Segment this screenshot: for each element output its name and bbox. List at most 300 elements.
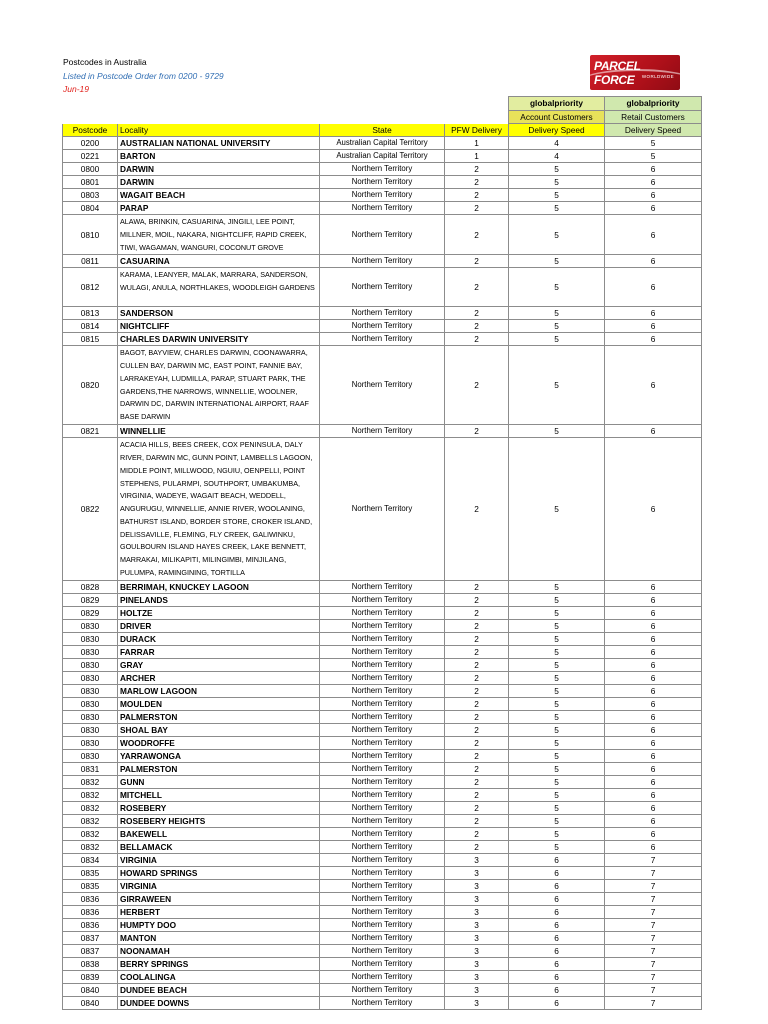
state-cell: Northern Territory (320, 268, 445, 307)
locality-cell: KARAMA, LEANYER, MALAK, MARRARA, SANDERSON, WULAGI, ANULA, NORTHLAKES, WOODLEIGH GARDENS (118, 268, 320, 307)
postcode-cell: 0830 (63, 658, 118, 671)
locality-cell: WOODROFFE (118, 736, 320, 749)
state-cell: Northern Territory (320, 866, 445, 879)
pfw-delivery-cell: 2 (445, 307, 509, 320)
state-cell: Northern Territory (320, 580, 445, 593)
locality-cell: BAGOT, BAYVIEW, CHARLES DARWIN, COONAWARRA, CULLEN BAY, DARWIN MC, EAST POINT, FANNIE BAY, LARRAKEYAH, LUDMILLA, PARAP, STUART PARK, THE GARDENS,THE NARROWS, WINNELLIE, WOOLNER, DARWIN DC, DARWIN INTERNATIONAL AIRPORT, RAAF BASE DARWIN (118, 346, 320, 425)
parcelforce-logo (590, 55, 680, 90)
table-row (63, 736, 702, 749)
postcode-cell: 0829 (63, 606, 118, 619)
pfw-delivery-cell: 2 (445, 671, 509, 684)
table-row (63, 137, 702, 150)
state-cell: Northern Territory (320, 684, 445, 697)
state-cell: Northern Territory (320, 671, 445, 684)
logo-tagline: WORLDWIDE (641, 74, 674, 79)
postcode-cell: 0800 (63, 163, 118, 176)
locality-cell: DARWIN (118, 163, 320, 176)
retail-speed-cell: 6 (605, 840, 702, 853)
account-speed-cell: 6 (509, 853, 605, 866)
locality-cell: HOWARD SPRINGS (118, 866, 320, 879)
account-speed-cell: 5 (509, 215, 605, 255)
pfw-delivery-cell: 2 (445, 749, 509, 762)
table-row (63, 788, 702, 801)
locality-cell: GIRRAWEEN (118, 892, 320, 905)
retail-speed-cell: 5 (605, 150, 702, 163)
account-speed-cell: 5 (509, 840, 605, 853)
table-row (63, 163, 702, 176)
state-cell: Northern Territory (320, 879, 445, 892)
postcode-table (62, 96, 702, 1010)
locality-cell: DARWIN (118, 176, 320, 189)
state-cell: Northern Territory (320, 333, 445, 346)
postcode-cell: 0830 (63, 749, 118, 762)
retail-speed-cell: 7 (605, 918, 702, 931)
retail-speed-cell: 7 (605, 970, 702, 983)
pfw-delivery-cell: 2 (445, 580, 509, 593)
state-cell: Australian Capital Territory (320, 137, 445, 150)
table-row (63, 333, 702, 346)
retail-speed-cell: 6 (605, 176, 702, 189)
pfw-delivery-cell: 2 (445, 632, 509, 645)
postcode-cell: 0810 (63, 215, 118, 255)
locality-cell: ACACIA HILLS, BEES CREEK, COX PENINSULA, DALY RIVER, DARWIN MC, GUNN POINT, LAMBELLS LAGOON, MIDDLE POINT, MILLWOOD, NGUIU, OENPELLI, POINT STEPHENS, PULARMPI, SOUTHPORT, UMBAKUMBA, VIRGINIA, WADEYE, WAGAIT BEACH, WEDDELL, ANGURUGU, WINNELLIE, ANNIE RIVER, WOOLANING, BATHURST ISLAND, BORDER STORE, CROKER ISLAND, DELISSAVILLE, FLEMING, FLY CREEK, GALIWINKU, GOULBOURN ISLAND HAYES CREEK, LAKE BENNETT, MARRAKAI, MILIKAPITI, MILINGIMBI, MINJILANG, PULUMPA, RAMINGINING, TORTILLA (118, 438, 320, 580)
retail-speed-cell: 6 (605, 255, 702, 268)
postcode-cell: 0821 (63, 425, 118, 438)
postcode-cell: 0830 (63, 632, 118, 645)
retail-speed-cell: 6 (605, 814, 702, 827)
page-subtitle: Listed in Postcode Order from 0200 - 9729 (63, 71, 224, 81)
account-speed-cell: 5 (509, 710, 605, 723)
locality-cell: SANDERSON (118, 307, 320, 320)
postcode-cell: 0200 (63, 137, 118, 150)
state-cell: Northern Territory (320, 593, 445, 606)
retail-speed-cell: 6 (605, 320, 702, 333)
col-header-account-speed: Delivery Speed (509, 124, 605, 137)
postcode-cell: 0832 (63, 827, 118, 840)
table-row (63, 658, 702, 671)
locality-cell: HERBERT (118, 905, 320, 918)
postcode-cell: 0832 (63, 814, 118, 827)
pfw-delivery-cell: 3 (445, 892, 509, 905)
postcode-cell: 0830 (63, 684, 118, 697)
locality-cell: BARTON (118, 150, 320, 163)
table-row (63, 996, 702, 1009)
postcode-cell: 0811 (63, 255, 118, 268)
state-cell: Northern Territory (320, 905, 445, 918)
retail-speed-cell: 7 (605, 944, 702, 957)
retail-speed-cell: 6 (605, 163, 702, 176)
pfw-delivery-cell: 2 (445, 619, 509, 632)
retail-speed-cell: 6 (605, 736, 702, 749)
retail-speed-cell: 6 (605, 749, 702, 762)
locality-cell: ALAWA, BRINKIN, CASUARINA, JINGILI, LEE POINT, MILLNER, MOIL, NAKARA, NIGHTCLIFF, RAPID CREEK, TIWI, WAGAMAN, WANGURI, COCONUT GROVE (118, 215, 320, 255)
retail-speed-cell: 7 (605, 957, 702, 970)
retail-speed-cell: 7 (605, 931, 702, 944)
retail-speed-cell: 6 (605, 788, 702, 801)
account-speed-cell: 5 (509, 827, 605, 840)
locality-cell: BERRY SPRINGS (118, 957, 320, 970)
pfw-delivery-cell: 3 (445, 944, 509, 957)
table-row (63, 671, 702, 684)
state-cell: Northern Territory (320, 606, 445, 619)
pfw-delivery-cell: 2 (445, 320, 509, 333)
state-cell: Northern Territory (320, 918, 445, 931)
postcode-cell: 0836 (63, 918, 118, 931)
locality-cell: MANTON (118, 931, 320, 944)
table-row (63, 425, 702, 438)
postcode-cell: 0828 (63, 580, 118, 593)
postcode-cell: 0840 (63, 996, 118, 1009)
state-cell: Northern Territory (320, 853, 445, 866)
retail-speed-cell: 6 (605, 593, 702, 606)
account-speed-cell: 6 (509, 879, 605, 892)
table-row (63, 684, 702, 697)
locality-cell: DUNDEE BEACH (118, 983, 320, 996)
locality-cell: BAKEWELL (118, 827, 320, 840)
postcode-cell: 0830 (63, 697, 118, 710)
postcode-cell: 0801 (63, 176, 118, 189)
retail-speed-cell: 6 (605, 827, 702, 840)
table-row (63, 762, 702, 775)
account-speed-cell: 5 (509, 189, 605, 202)
account-speed-cell: 5 (509, 775, 605, 788)
table-row (63, 801, 702, 814)
table-row (63, 619, 702, 632)
table-row (63, 307, 702, 320)
pfw-delivery-cell: 2 (445, 189, 509, 202)
postcode-cell: 0832 (63, 775, 118, 788)
postcode-cell: 0830 (63, 710, 118, 723)
table-row (63, 346, 702, 425)
state-cell: Northern Territory (320, 320, 445, 333)
locality-cell: CASUARINA (118, 255, 320, 268)
retail-speed-cell: 6 (605, 189, 702, 202)
table-row (63, 853, 702, 866)
table-row (63, 918, 702, 931)
locality-cell: NOONAMAH (118, 944, 320, 957)
retail-speed-cell: 6 (605, 606, 702, 619)
pfw-delivery-cell: 2 (445, 268, 509, 307)
account-speed-cell: 5 (509, 202, 605, 215)
account-speed-cell: 6 (509, 996, 605, 1009)
postcode-cell: 0829 (63, 593, 118, 606)
pfw-delivery-cell: 3 (445, 879, 509, 892)
account-speed-cell: 5 (509, 788, 605, 801)
postcode-cell: 0832 (63, 840, 118, 853)
account-speed-cell: 5 (509, 684, 605, 697)
account-speed-cell: 5 (509, 619, 605, 632)
pfw-delivery-cell: 2 (445, 438, 509, 580)
table-row (63, 827, 702, 840)
state-cell: Northern Territory (320, 215, 445, 255)
account-speed-cell: 5 (509, 163, 605, 176)
account-group-title: globalpriority (509, 97, 605, 111)
pfw-delivery-cell: 1 (445, 137, 509, 150)
postcode-cell: 0803 (63, 189, 118, 202)
account-speed-cell: 5 (509, 814, 605, 827)
state-cell: Northern Territory (320, 983, 445, 996)
table-row (63, 970, 702, 983)
locality-cell: DUNDEE DOWNS (118, 996, 320, 1009)
table-row (63, 697, 702, 710)
table-row (63, 255, 702, 268)
table-row (63, 814, 702, 827)
pfw-delivery-cell: 2 (445, 346, 509, 425)
locality-cell: WAGAIT BEACH (118, 189, 320, 202)
pfw-delivery-cell: 2 (445, 723, 509, 736)
locality-cell: FARRAR (118, 645, 320, 658)
table-row (63, 645, 702, 658)
retail-speed-cell: 7 (605, 853, 702, 866)
postcode-cell: 0815 (63, 333, 118, 346)
postcode-cell: 0820 (63, 346, 118, 425)
postcode-cell: 0804 (63, 202, 118, 215)
state-cell: Northern Territory (320, 814, 445, 827)
retail-speed-cell: 7 (605, 866, 702, 879)
account-speed-cell: 6 (509, 892, 605, 905)
postcode-cell: 0830 (63, 736, 118, 749)
group-header-row-2 (63, 110, 702, 124)
account-speed-cell: 5 (509, 268, 605, 307)
postcode-cell: 0837 (63, 931, 118, 944)
account-speed-cell: 5 (509, 723, 605, 736)
pfw-delivery-cell: 2 (445, 697, 509, 710)
table-row (63, 215, 702, 255)
pfw-delivery-cell: 2 (445, 215, 509, 255)
state-cell: Northern Territory (320, 944, 445, 957)
table-row (63, 866, 702, 879)
pfw-delivery-cell: 3 (445, 931, 509, 944)
account-speed-cell: 5 (509, 658, 605, 671)
postcode-cell: 0838 (63, 957, 118, 970)
postcode-cell: 0835 (63, 866, 118, 879)
account-speed-cell: 6 (509, 983, 605, 996)
retail-speed-cell: 6 (605, 580, 702, 593)
state-cell: Northern Territory (320, 619, 445, 632)
pfw-delivery-cell: 3 (445, 905, 509, 918)
state-cell: Northern Territory (320, 307, 445, 320)
locality-cell: PARAP (118, 202, 320, 215)
state-cell: Northern Territory (320, 163, 445, 176)
state-cell: Northern Territory (320, 801, 445, 814)
retail-speed-cell: 6 (605, 801, 702, 814)
postcode-cell: 0814 (63, 320, 118, 333)
postcode-cell: 0836 (63, 905, 118, 918)
col-header-state: State (320, 124, 445, 137)
account-speed-cell: 6 (509, 905, 605, 918)
pfw-delivery-cell: 2 (445, 775, 509, 788)
pfw-delivery-cell: 2 (445, 163, 509, 176)
locality-cell: COOLALINGA (118, 970, 320, 983)
table-row (63, 189, 702, 202)
state-cell: Northern Territory (320, 775, 445, 788)
postcode-cell: 0221 (63, 150, 118, 163)
retail-speed-cell: 6 (605, 346, 702, 425)
account-speed-cell: 6 (509, 957, 605, 970)
pfw-delivery-cell: 2 (445, 176, 509, 189)
account-speed-cell: 4 (509, 150, 605, 163)
retail-speed-cell: 6 (605, 762, 702, 775)
pfw-delivery-cell: 2 (445, 658, 509, 671)
retail-speed-cell: 7 (605, 879, 702, 892)
locality-cell: DURACK (118, 632, 320, 645)
postcode-cell: 0835 (63, 879, 118, 892)
postcode-cell: 0832 (63, 801, 118, 814)
retail-group-subtitle: Retail Customers (605, 110, 702, 124)
locality-cell: YARRAWONGA (118, 749, 320, 762)
retail-speed-cell: 6 (605, 671, 702, 684)
retail-speed-cell: 6 (605, 658, 702, 671)
retail-group-title: globalpriority (605, 97, 702, 111)
pfw-delivery-cell: 2 (445, 645, 509, 658)
locality-cell: VIRGINIA (118, 879, 320, 892)
postcode-cell: 0837 (63, 944, 118, 957)
pfw-delivery-cell: 3 (445, 957, 509, 970)
account-speed-cell: 5 (509, 346, 605, 425)
postcode-cell: 0831 (63, 762, 118, 775)
locality-cell: MITCHELL (118, 788, 320, 801)
postcode-cell: 0813 (63, 307, 118, 320)
table-row (63, 749, 702, 762)
retail-speed-cell: 6 (605, 684, 702, 697)
table-row (63, 723, 702, 736)
pfw-delivery-cell: 2 (445, 333, 509, 346)
pfw-delivery-cell: 2 (445, 762, 509, 775)
state-cell: Northern Territory (320, 425, 445, 438)
table-row (63, 593, 702, 606)
state-cell: Northern Territory (320, 255, 445, 268)
postcode-cell: 0830 (63, 671, 118, 684)
state-cell: Northern Territory (320, 970, 445, 983)
state-cell: Northern Territory (320, 762, 445, 775)
account-speed-cell: 5 (509, 632, 605, 645)
account-speed-cell: 5 (509, 320, 605, 333)
table-row (63, 268, 702, 307)
locality-cell: ROSEBERY (118, 801, 320, 814)
state-cell: Northern Territory (320, 176, 445, 189)
locality-cell: HOLTZE (118, 606, 320, 619)
pfw-delivery-cell: 2 (445, 788, 509, 801)
state-cell: Northern Territory (320, 697, 445, 710)
account-speed-cell: 5 (509, 593, 605, 606)
state-cell: Northern Territory (320, 346, 445, 425)
account-speed-cell: 5 (509, 606, 605, 619)
account-speed-cell: 6 (509, 931, 605, 944)
retail-speed-cell: 6 (605, 645, 702, 658)
pfw-delivery-cell: 1 (445, 150, 509, 163)
retail-speed-cell: 6 (605, 268, 702, 307)
state-cell: Northern Territory (320, 632, 445, 645)
logo-brand: PARCEL FORCE (594, 59, 641, 87)
page-title: Postcodes in Australia (63, 57, 147, 67)
pfw-delivery-cell: 3 (445, 866, 509, 879)
pfw-delivery-cell: 3 (445, 996, 509, 1009)
table-row (63, 202, 702, 215)
col-header-pfw-delivery: PFW Delivery (445, 124, 509, 137)
table-row (63, 150, 702, 163)
group-header-row-1 (63, 97, 702, 111)
table-row (63, 892, 702, 905)
locality-cell: MARLOW LAGOON (118, 684, 320, 697)
retail-speed-cell: 7 (605, 905, 702, 918)
account-speed-cell: 5 (509, 255, 605, 268)
state-cell: Northern Territory (320, 710, 445, 723)
pfw-delivery-cell: 2 (445, 684, 509, 697)
retail-speed-cell: 6 (605, 333, 702, 346)
account-speed-cell: 5 (509, 333, 605, 346)
retail-speed-cell: 7 (605, 892, 702, 905)
state-cell: Northern Territory (320, 840, 445, 853)
account-speed-cell: 5 (509, 749, 605, 762)
table-row (63, 176, 702, 189)
locality-cell: SHOAL BAY (118, 723, 320, 736)
postcode-cell: 0832 (63, 788, 118, 801)
table-row (63, 632, 702, 645)
table-row (63, 905, 702, 918)
account-speed-cell: 5 (509, 736, 605, 749)
account-speed-cell: 6 (509, 866, 605, 879)
account-speed-cell: 5 (509, 645, 605, 658)
retail-speed-cell: 6 (605, 619, 702, 632)
locality-cell: CHARLES DARWIN UNIVERSITY (118, 333, 320, 346)
account-speed-cell: 5 (509, 438, 605, 580)
col-header-locality: Locality (118, 124, 320, 137)
locality-cell: NIGHTCLIFF (118, 320, 320, 333)
state-cell: Northern Territory (320, 736, 445, 749)
retail-speed-cell: 6 (605, 202, 702, 215)
locality-cell: GRAY (118, 658, 320, 671)
table-row (63, 580, 702, 593)
retail-speed-cell: 6 (605, 307, 702, 320)
col-header-postcode: Postcode (63, 124, 118, 137)
pfw-delivery-cell: 3 (445, 970, 509, 983)
postcode-cell: 0830 (63, 645, 118, 658)
retail-speed-cell: 6 (605, 215, 702, 255)
pfw-delivery-cell: 3 (445, 983, 509, 996)
postcode-cell: 0840 (63, 983, 118, 996)
retail-speed-cell: 6 (605, 710, 702, 723)
state-cell: Northern Territory (320, 892, 445, 905)
table-row (63, 710, 702, 723)
postcode-cell: 0812 (63, 268, 118, 307)
table-row (63, 944, 702, 957)
account-speed-cell: 6 (509, 918, 605, 931)
retail-speed-cell: 6 (605, 438, 702, 580)
pfw-delivery-cell: 2 (445, 814, 509, 827)
state-cell: Northern Territory (320, 931, 445, 944)
retail-speed-cell: 6 (605, 632, 702, 645)
page-date: Jun-19 (63, 84, 89, 94)
postcode-cell: 0839 (63, 970, 118, 983)
locality-cell: BERRIMAH, KNUCKEY LAGOON (118, 580, 320, 593)
pfw-delivery-cell: 2 (445, 736, 509, 749)
account-speed-cell: 5 (509, 307, 605, 320)
locality-cell: WINNELLIE (118, 425, 320, 438)
account-speed-cell: 5 (509, 801, 605, 814)
table-row (63, 840, 702, 853)
pfw-delivery-cell: 3 (445, 853, 509, 866)
retail-speed-cell: 5 (605, 137, 702, 150)
state-cell: Australian Capital Territory (320, 150, 445, 163)
pfw-delivery-cell: 2 (445, 827, 509, 840)
table-row (63, 775, 702, 788)
state-cell: Northern Territory (320, 658, 445, 671)
state-cell: Northern Territory (320, 827, 445, 840)
account-speed-cell: 5 (509, 176, 605, 189)
retail-speed-cell: 6 (605, 775, 702, 788)
postcode-cell: 0830 (63, 619, 118, 632)
locality-cell: BELLAMACK (118, 840, 320, 853)
